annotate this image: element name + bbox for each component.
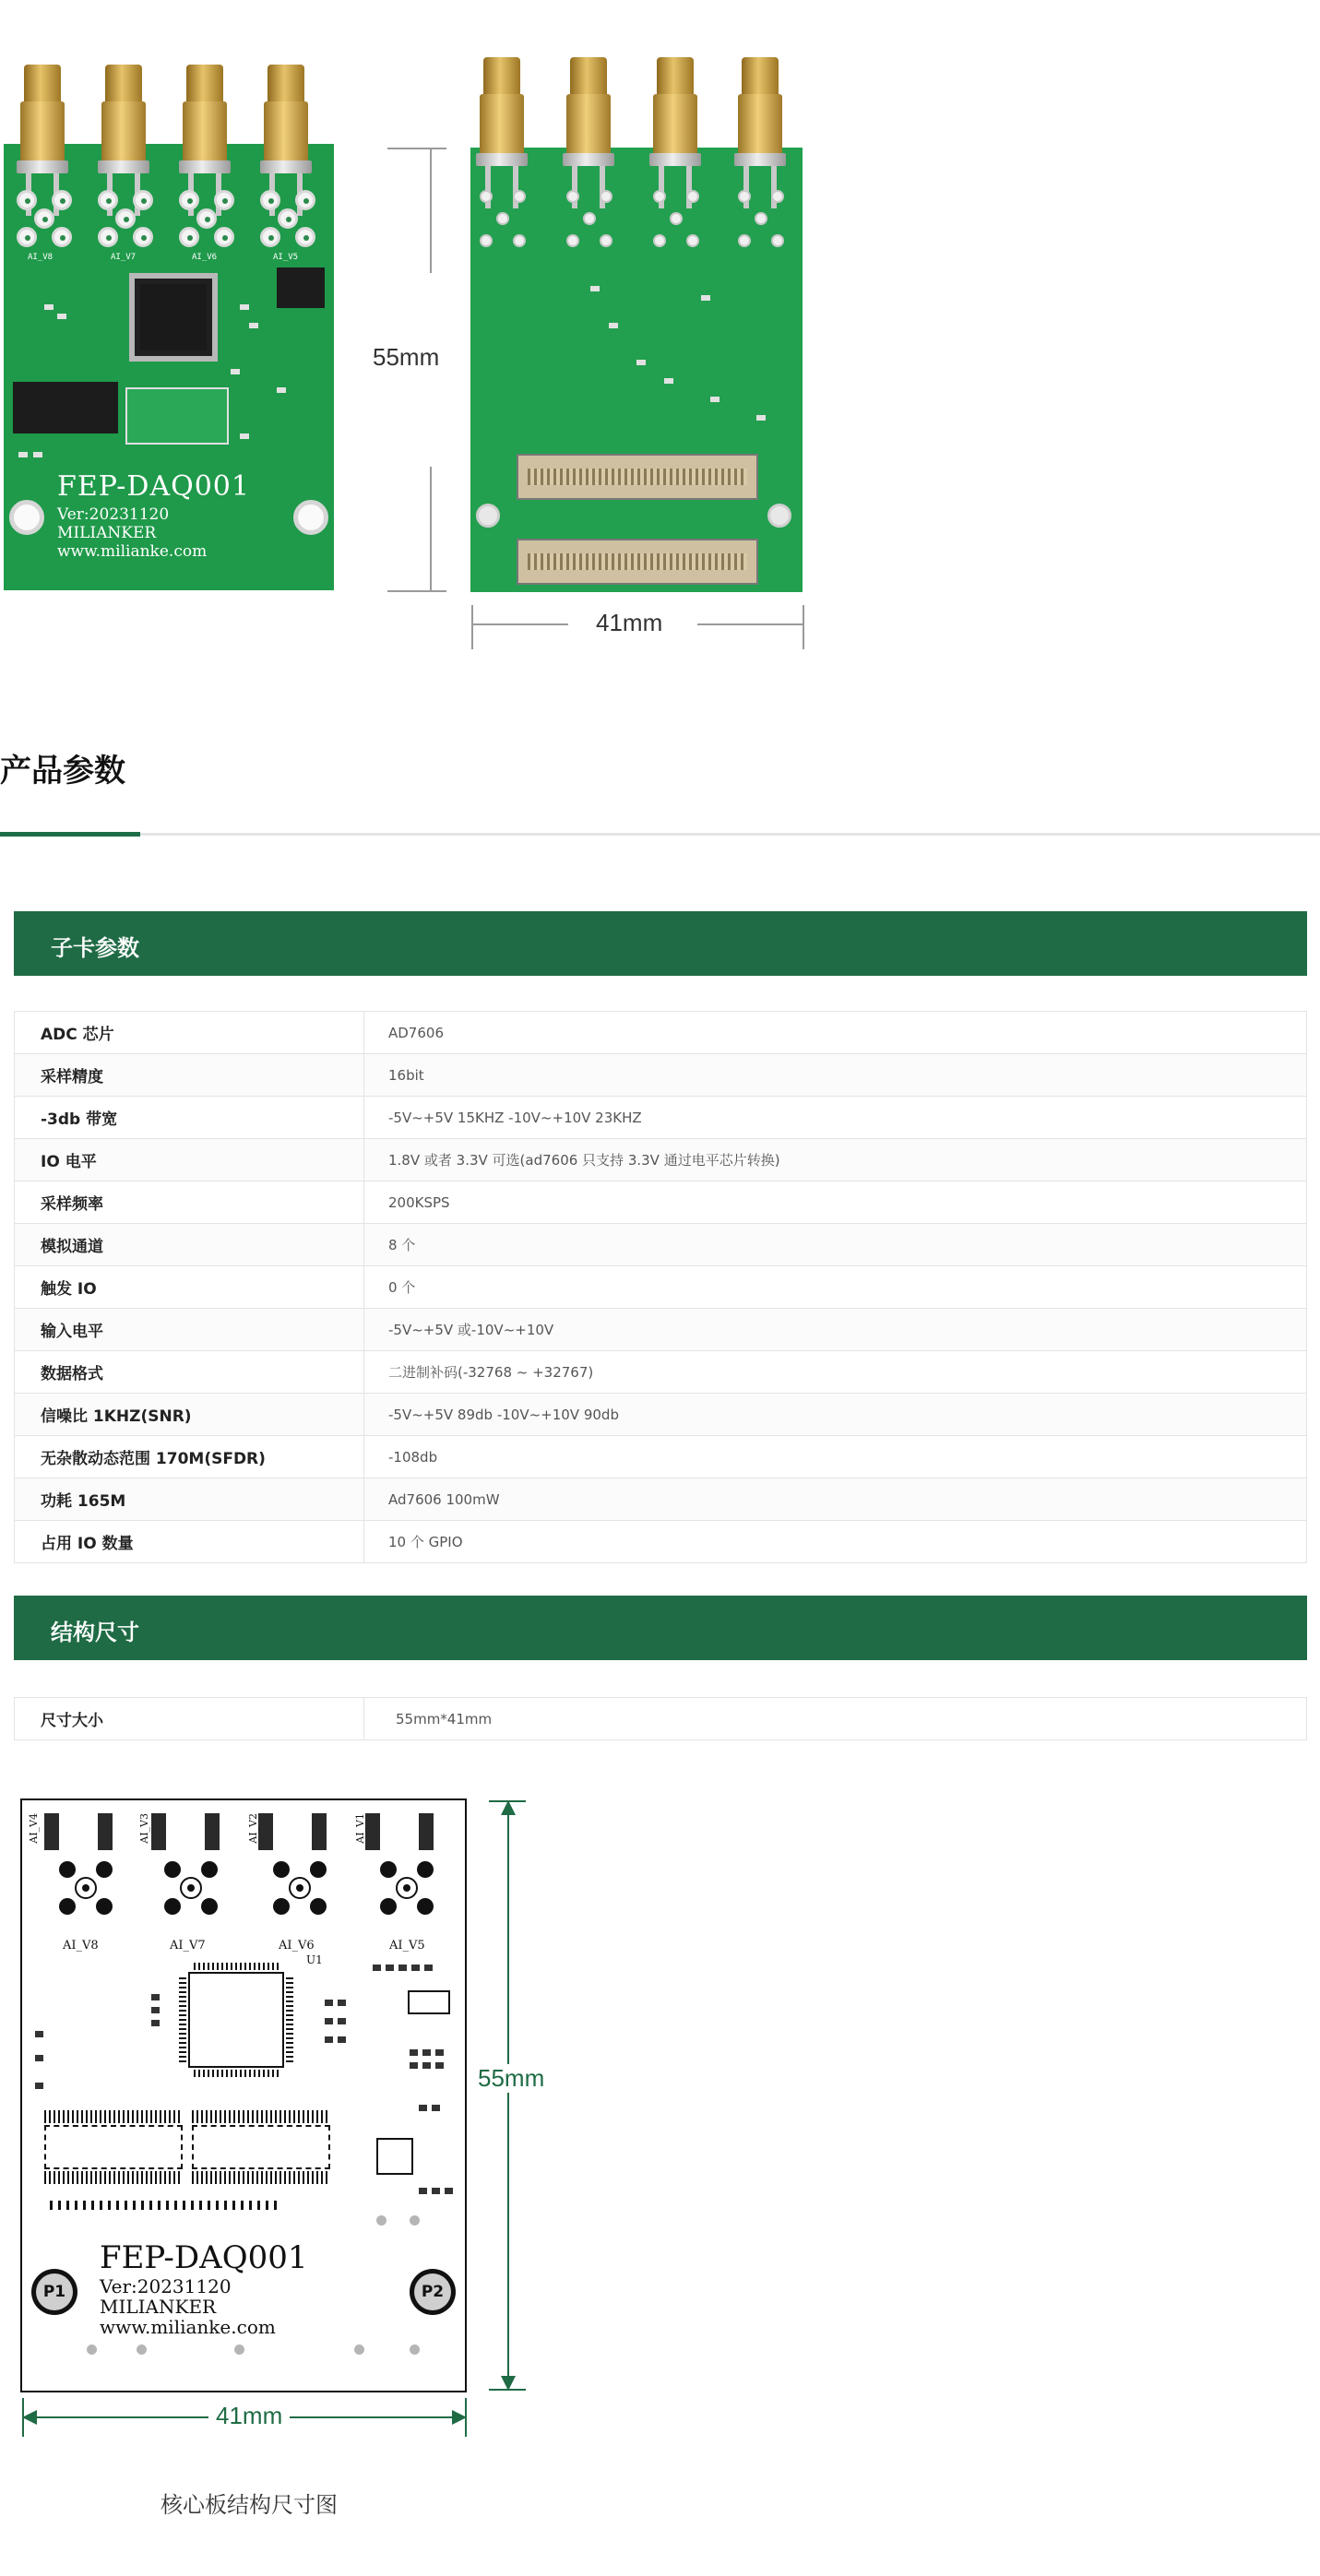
section-divider [0,833,1320,836]
table-row [15,1394,1307,1436]
spec-key: 尺寸大小 [15,1698,364,1740]
drawing-top-label: AI_V4 [28,1813,40,1844]
spec-value: Ad7606 100mW [364,1478,1307,1521]
spec-key: 采样频率 [15,1181,364,1224]
height-dimension: 55mm [373,343,440,371]
p1-mount-hole [31,2269,77,2315]
subcard-header [14,911,1307,976]
drawing-channel-label: AI_V8 [63,1939,99,1953]
front-board-info [57,505,207,561]
table-row [15,1097,1307,1139]
spec-key: IO 电平 [15,1139,364,1181]
board-outline-drawing [20,1798,467,2392]
p1-label: P1 [36,2273,73,2310]
table-row [15,1351,1307,1394]
coax-footprint [164,1861,218,1915]
table-row [15,1521,1307,1563]
drawing-channel-label: AI_V6 [279,1939,315,1953]
table-row [15,1224,1307,1266]
table-row [15,1054,1307,1097]
drawing-height-arrow [507,1800,509,2391]
mount-hole [9,500,44,535]
front-board-name: FEP-DAQ001 [57,470,250,503]
table-row [15,1181,1307,1224]
drawing-version: Ver:20231120 [100,2275,232,2297]
section-title: 产品参数 [0,753,125,789]
front-board-brand: MILIANKER [57,524,157,542]
coax-footprint [273,1861,327,1915]
regulator-chip [277,267,325,308]
front-board-version: Ver:20231120 [57,505,170,524]
board-photos [0,0,1320,683]
section-divider-accent [0,832,140,837]
table-row [15,1436,1307,1478]
spec-key: 占用 IO 数量 [15,1521,364,1563]
subcard-spec-table [14,1011,1307,1563]
spec-value: AD7606 [364,1012,1307,1054]
spec-value: 二进制补码(-32768 ~ +32767) [364,1351,1307,1394]
spec-value: -5V~+5V 89db -10V~+10V 90db [364,1394,1307,1436]
mount-hole [293,500,328,535]
p2-mount-hole [410,2269,456,2315]
spec-key: 数据格式 [15,1351,364,1394]
drawing-url: www.milianke.com [100,2316,276,2338]
table-row [15,1139,1307,1181]
spec-key: 模拟通道 [15,1224,364,1266]
drawing-width-dimension: 41mm [208,2402,290,2430]
spec-key: 触发 IO [15,1266,364,1309]
table-row [15,1478,1307,1521]
drawing-top-label: AI_V2 [247,1813,259,1844]
drawing-brand: MILIANKER [100,2296,217,2318]
drawing-top-label: AI_V3 [138,1813,150,1844]
spec-value: -108db [364,1436,1307,1478]
spec-value: 0 个 [364,1266,1307,1309]
structure-title: 结构尺寸 [51,1620,139,1645]
coax-footprint [59,1861,113,1915]
board-to-board-connector [517,454,758,500]
level-shifter-chip [13,382,118,433]
spec-value: 55mm*41mm [364,1698,1307,1740]
coax-footprint [380,1861,434,1915]
spec-value: -5V~+5V 15KHZ -10V~+10V 23KHZ [364,1097,1307,1139]
spec-key: -3db 带宽 [15,1097,364,1139]
front-channel-label: AI_V6 [192,253,218,262]
subcard-title: 子卡参数 [51,935,139,961]
width-dimension: 41mm [596,609,663,636]
front-channel-label: AI_V7 [111,253,137,262]
drawing-board-name: FEP-DAQ001 [100,2239,308,2276]
drawing-channel-label: AI_V5 [389,1939,425,1953]
mount-hole [767,504,791,528]
table-row [15,1266,1307,1309]
spec-key: 采样精度 [15,1054,364,1097]
board-to-board-connector [517,539,758,585]
drawing-top-label: AI_V1 [354,1813,366,1844]
p2-label: P2 [414,2273,451,2310]
spec-key: 输入电平 [15,1309,364,1351]
front-channel-label: AI_V8 [28,253,54,262]
drawing-height-dimension: 55mm [470,2064,552,2093]
spec-value: 200KSPS [364,1181,1307,1224]
adc-chip [129,273,218,362]
spec-value: 1.8V 或者 3.3V 可选(ad7606 只支持 3.3V 通过电平芯片转换) [364,1139,1307,1181]
drawing-chip-label: U1 [306,1953,323,1966]
spec-value: 8 个 [364,1224,1307,1266]
table-row [15,1698,1307,1740]
drawing-caption: 核心板结构尺寸图 [161,2492,338,2518]
mount-hole [476,504,500,528]
spec-value: 10 个 GPIO [364,1521,1307,1563]
spec-key: ADC 芯片 [15,1012,364,1054]
drawing-adc-chip [188,1972,284,2068]
spec-key: 信噪比 1KHZ(SNR) [15,1394,364,1436]
spec-key: 功耗 165M [15,1478,364,1521]
back-board-photo [470,148,803,592]
structure-header [14,1596,1307,1660]
spec-value: -5V~+5V 或-10V~+10V [364,1309,1307,1351]
spec-value: 16bit [364,1054,1307,1097]
drawing-channel-label: AI_V7 [170,1939,206,1953]
structure-spec-table [14,1697,1307,1740]
front-board-url: www.milianke.com [57,542,208,561]
table-row [15,1309,1307,1351]
spec-key: 无杂散动态范围 170M(SFDR) [15,1436,364,1478]
front-channel-label: AI_V5 [273,253,299,262]
table-row [15,1012,1307,1054]
